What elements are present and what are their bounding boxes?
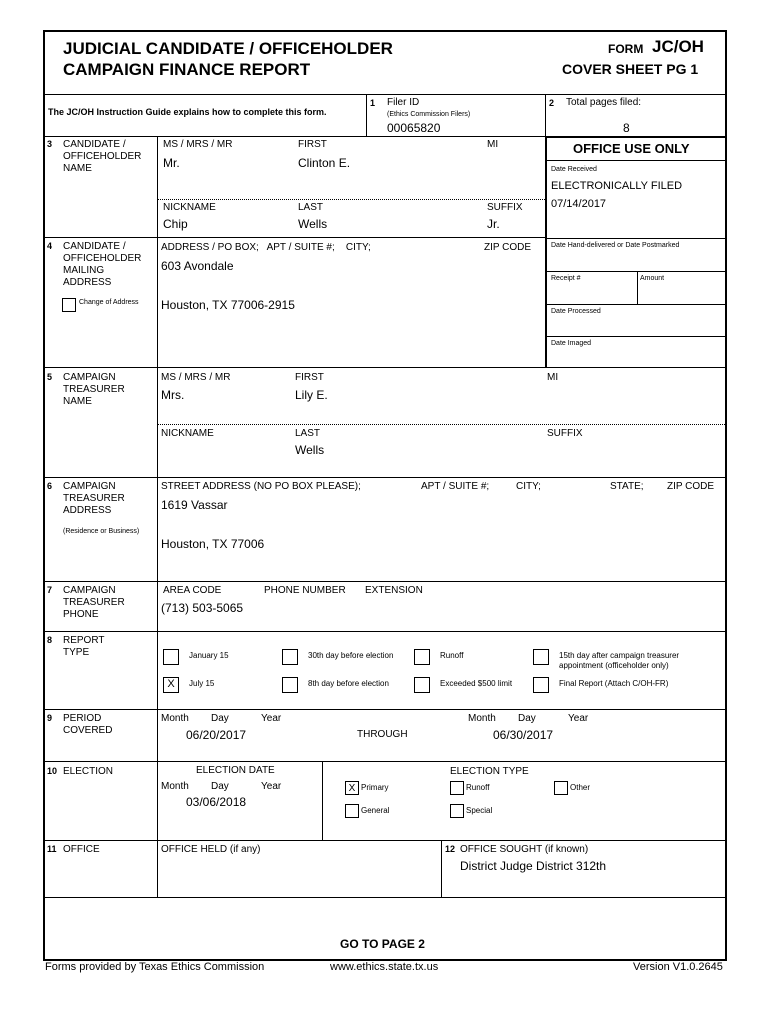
15th-day-label: 15th day after campaign treasurer appointment (officeholder only): [559, 651, 680, 670]
outer-border-top: [43, 30, 727, 32]
date-imaged-label: Date Imaged: [551, 340, 592, 347]
30th-day-label: 30th day before election: [308, 651, 394, 660]
election-type-label: ELECTION TYPE: [450, 766, 529, 777]
label-column-divider: [157, 136, 158, 898]
divider: [43, 897, 727, 898]
office-use-title: OFFICE USE ONLY: [573, 141, 690, 156]
january-15-checkbox[interactable]: [163, 649, 179, 665]
office-sought-label: OFFICE SOUGHT (if known): [460, 844, 589, 855]
section-5-label: CAMPAIGN TREASURER NAME: [63, 372, 125, 407]
section-8-num: 8: [47, 635, 53, 645]
section-7-num: 7: [47, 585, 53, 595]
divider: [545, 336, 727, 337]
treasurer-address-line2[interactable]: Houston, TX 77006: [161, 537, 265, 551]
filer-id-value[interactable]: 00065820: [387, 121, 441, 135]
change-of-address-label: Change of Address: [79, 299, 139, 306]
receipt-label: Receipt #: [551, 275, 581, 282]
mailing-address-line2[interactable]: Houston, TX 77006-2915: [161, 298, 295, 312]
candidate-nickname[interactable]: Chip: [163, 217, 188, 231]
divider: [545, 304, 727, 305]
section-3-num: 3: [47, 139, 53, 149]
header-divider: [43, 94, 727, 95]
through-label: THROUGH: [357, 729, 408, 740]
treasurer-suffix-label: SUFFIX: [547, 428, 583, 439]
mi-label: MI: [487, 139, 499, 150]
divider: [545, 238, 727, 239]
to-year-label: Year: [568, 713, 589, 724]
office-sought-value[interactable]: District Judge District 312th: [460, 859, 607, 873]
30th-day-checkbox[interactable]: [282, 649, 298, 665]
to-day-label: Day: [518, 713, 536, 724]
last-name-label: LAST: [298, 202, 324, 213]
residence-note: (Residence or Business): [63, 528, 140, 535]
mailing-address-line1[interactable]: 603 Avondale: [161, 259, 234, 273]
divider: [637, 271, 638, 304]
dotted-divider: [158, 424, 727, 425]
8th-day-label: 8th day before election: [308, 679, 389, 688]
commission-url[interactable]: www.ethics.state.tx.us: [330, 961, 439, 973]
final-report-checkbox[interactable]: [533, 677, 549, 693]
go-to-page-2: GO TO PAGE 2: [340, 937, 425, 951]
apt-suite-label: APT / SUITE #;: [421, 481, 490, 492]
candidate-suffix[interactable]: Jr.: [487, 217, 500, 231]
form-code: JC/OH: [652, 37, 704, 56]
divider: [43, 581, 727, 582]
section-7-label: CAMPAIGN TREASURER PHONE: [63, 585, 125, 620]
treasurer-address-line1[interactable]: 1619 Vassar: [161, 498, 228, 512]
section-6-label: CAMPAIGN TREASURER ADDRESS: [63, 481, 125, 516]
phone-number-label: PHONE NUMBER: [264, 585, 346, 596]
cover-sheet-label: COVER SHEET PG 1: [562, 61, 699, 77]
form-title-line1: JUDICIAL CANDIDATE / OFFICEHOLDER: [63, 39, 393, 58]
divider: [43, 631, 727, 632]
divider: [43, 840, 727, 841]
outer-border-left: [43, 30, 45, 961]
treasurer-first-name[interactable]: Lily E.: [295, 388, 328, 402]
change-of-address-checkbox[interactable]: [62, 298, 76, 312]
final-report-label: Final Report (Attach C/OH-FR): [559, 679, 669, 688]
january-15-label: January 15: [189, 651, 229, 660]
other-label: Other: [570, 783, 591, 792]
provided-by-text: Forms provided by Texas Ethics Commission: [45, 961, 265, 973]
prefix-label: MS / MRS / MR: [163, 139, 233, 150]
general-label: General: [361, 806, 390, 815]
runoff-report-label: Runoff: [440, 651, 464, 660]
exceeded-limit-checkbox[interactable]: [414, 677, 430, 693]
extension-label: EXTENSION: [365, 585, 423, 596]
other-checkbox[interactable]: [554, 781, 568, 795]
total-pages-value[interactable]: 8: [623, 121, 630, 135]
divider: [545, 160, 727, 161]
state-label: STATE;: [610, 481, 644, 492]
divider: [545, 136, 547, 368]
treasurer-phone[interactable]: (713) 503-5065: [161, 601, 244, 615]
hand-delivered-label: Date Hand-delivered or Date Postmarked: [551, 242, 680, 249]
divider: [545, 271, 727, 272]
treasurer-first-label: FIRST: [295, 372, 324, 383]
divider: [43, 136, 546, 137]
section-9-num: 9: [47, 713, 53, 723]
8th-day-checkbox[interactable]: [282, 677, 298, 693]
july-15-checkbox[interactable]: X: [163, 677, 179, 693]
primary-label: Primary: [361, 783, 389, 792]
treasurer-last-name[interactable]: Wells: [295, 443, 325, 457]
candidate-last-name[interactable]: Wells: [298, 217, 328, 231]
mailing-address-label: ADDRESS / PO BOX; APT / SUITE #; CITY;: [161, 242, 371, 253]
first-name-label: FIRST: [298, 139, 327, 150]
from-day-label: Day: [211, 713, 229, 724]
candidate-first-name[interactable]: Clinton E.: [298, 156, 351, 170]
election-runoff-checkbox[interactable]: [450, 781, 464, 795]
period-to-date[interactable]: 06/30/2017: [493, 728, 554, 742]
divider: [366, 95, 367, 137]
treasurer-nickname-label: NICKNAME: [161, 428, 214, 439]
period-from-date[interactable]: 06/20/2017: [186, 728, 247, 742]
city-label: CITY;: [516, 481, 541, 492]
street-address-label: STREET ADDRESS (NO PO BOX PLEASE);: [161, 481, 361, 492]
total-pages-label: Total pages filed:: [566, 97, 642, 108]
dotted-divider: [158, 199, 545, 200]
instruction-text: The JC/OH Instruction Guide explains how to complete this form.: [48, 107, 327, 117]
divider: [43, 761, 727, 762]
primary-checkbox[interactable]: X: [345, 781, 359, 795]
election-day-label: Day: [211, 781, 229, 792]
general-checkbox[interactable]: [345, 804, 359, 818]
version-text: Version V1.0.2645: [633, 961, 723, 973]
section-10-num: 10: [47, 766, 58, 776]
amount-label: Amount: [640, 275, 665, 282]
section-10-label: ELECTION: [63, 766, 114, 777]
divider: [43, 237, 546, 238]
election-month-label: Month: [161, 781, 189, 792]
section-11-label: OFFICE: [63, 844, 100, 855]
section-11-num: 11: [47, 844, 57, 854]
divider: [322, 762, 323, 840]
divider: [43, 367, 727, 368]
section-5-num: 5: [47, 372, 53, 382]
outer-border-right: [725, 30, 727, 961]
special-label: Special: [466, 806, 493, 815]
section-12-num: 12: [445, 844, 456, 854]
runoff-report-checkbox[interactable]: [414, 649, 430, 665]
filer-id-label: Filer ID: [387, 97, 420, 108]
from-year-label: Year: [261, 713, 282, 724]
date-processed-label: Date Processed: [551, 308, 601, 315]
form-label: FORM: [608, 42, 644, 56]
special-checkbox[interactable]: [450, 804, 464, 818]
office-held-label: OFFICE HELD (if any): [161, 844, 261, 855]
section-6-num: 6: [47, 481, 53, 491]
area-code-label: AREA CODE: [163, 585, 222, 596]
section-3-label: CANDIDATE / OFFICEHOLDER NAME: [63, 139, 142, 174]
divider: [43, 477, 727, 478]
zip-code-label: ZIP CODE: [484, 242, 532, 253]
15th-day-checkbox[interactable]: [533, 649, 549, 665]
treasurer-last-label: LAST: [295, 428, 321, 439]
form-title-line2: CAMPAIGN FINANCE REPORT: [63, 60, 311, 79]
july-15-label: July 15: [189, 679, 215, 688]
treasurer-prefix[interactable]: Mrs.: [161, 388, 185, 402]
treasurer-mi-label: MI: [547, 372, 559, 383]
divider: [545, 136, 727, 138]
to-month-label: Month: [468, 713, 496, 724]
election-date-label: ELECTION DATE: [196, 765, 275, 776]
total-pages-num: 2: [549, 98, 555, 108]
candidate-prefix[interactable]: Mr.: [163, 156, 180, 170]
election-date-value[interactable]: 03/06/2018: [186, 795, 247, 809]
treasurer-prefix-label: MS / MRS / MR: [161, 372, 231, 383]
from-month-label: Month: [161, 713, 189, 724]
election-runoff-label: Runoff: [466, 783, 490, 792]
filer-id-sub: (Ethics Commission Filers): [387, 111, 471, 118]
divider: [43, 709, 727, 710]
election-year-label: Year: [261, 781, 282, 792]
divider: [545, 95, 546, 137]
section-8-label: REPORT TYPE: [63, 635, 105, 658]
nickname-label: NICKNAME: [163, 202, 216, 213]
section-4-num: 4: [47, 241, 53, 251]
section-4-label: CANDIDATE / OFFICEHOLDER MAILING ADDRESS: [63, 241, 142, 288]
suffix-label: SUFFIX: [487, 202, 523, 213]
date-received-value: 07/14/2017: [551, 198, 607, 210]
exceeded-limit-label: Exceeded $500 limit: [440, 679, 513, 688]
electronically-filed-status: ELECTRONICALLY FILED: [551, 180, 683, 192]
divider: [441, 840, 442, 898]
date-received-label: Date Received: [551, 166, 597, 173]
filer-id-num: 1: [370, 98, 376, 108]
treasurer-zip-label: ZIP CODE: [667, 481, 715, 492]
section-9-label: PERIOD COVERED: [63, 713, 113, 736]
